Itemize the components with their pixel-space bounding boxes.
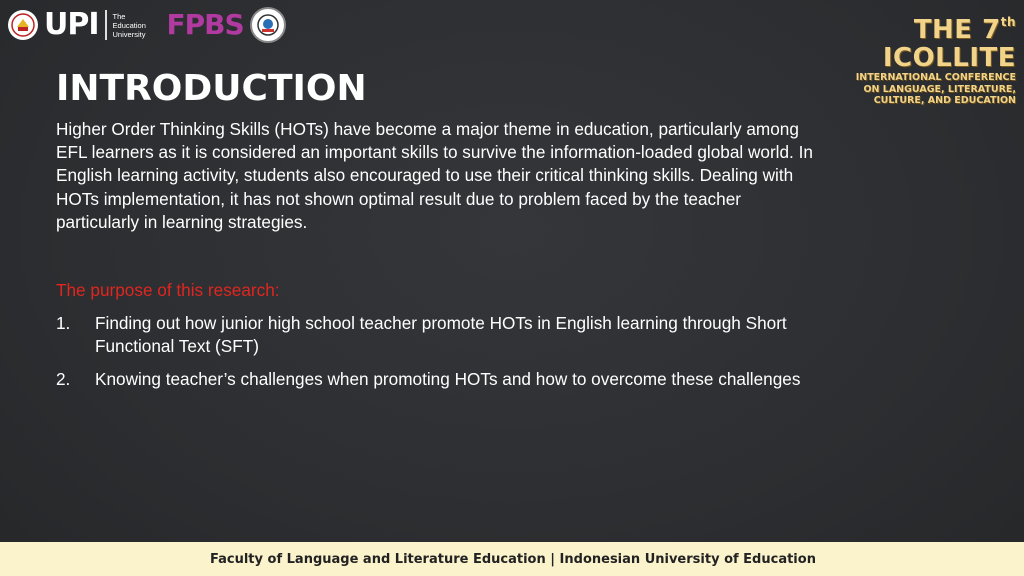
upi-subtitle: The Education University: [112, 11, 146, 39]
list-text: Functional Text (SFT): [95, 336, 259, 357]
purpose-list: [56, 312, 936, 402]
conference-subtitle-2: ON LANGUAGE, LITERATURE,: [863, 83, 1016, 95]
intro-line: particularly in learning strategies.: [56, 211, 308, 232]
page-title: INTRODUCTION: [56, 68, 367, 109]
upi-seal-icon: [8, 10, 38, 40]
footer: [0, 542, 1024, 576]
conference-title: [772, 8, 1016, 72]
intro-paragraph: [56, 118, 936, 234]
conference-title-sup: th: [1000, 15, 1016, 29]
footer-text: Faculty of Language and Literature Education | Indonesian University of Education: [210, 551, 816, 567]
header-logos: [8, 6, 286, 44]
upi-logo: UPI: [44, 7, 99, 42]
conference-badge: [772, 8, 1016, 107]
list-text: Knowing teacher’s challenges when promoting HOTs and how to overcome these challenges: [95, 369, 801, 390]
conference-subtitle-1: INTERNATIONAL CONFERENCE: [855, 72, 1016, 83]
logo-divider: [105, 10, 107, 40]
intro-line: Higher Order Thinking Skills (HOTs) have become a major theme in education, particularly among: [56, 119, 799, 139]
fpbs-logo: FPBS: [166, 8, 244, 41]
list-item: [56, 368, 936, 391]
conference-subtitle-3: CULTURE, AND EDUCATION: [873, 95, 1016, 106]
list-number: 1.: [56, 313, 71, 333]
intro-line: HOTs implementation, it has not shown optimal result due to problem faced by the teacher: [56, 188, 741, 209]
purpose-label: The purpose of this research:: [56, 280, 280, 300]
intro-line: EFL learners as it is considered an important skills to survive the information-loaded global world. In: [56, 142, 813, 163]
list-text: Finding out how junior high school teacher promote HOTs in English learning through Short: [95, 313, 787, 333]
conference-title-prefix: THE 7: [913, 15, 1001, 45]
emblem-icon: [250, 7, 286, 43]
list-number: 2.: [56, 369, 71, 390]
intro-line: English learning activity, students also encouraged to use their critical thinking skills. Dealing with: [56, 165, 794, 186]
list-item: [56, 312, 936, 358]
conference-title-name: ICOLLITE: [882, 43, 1016, 73]
